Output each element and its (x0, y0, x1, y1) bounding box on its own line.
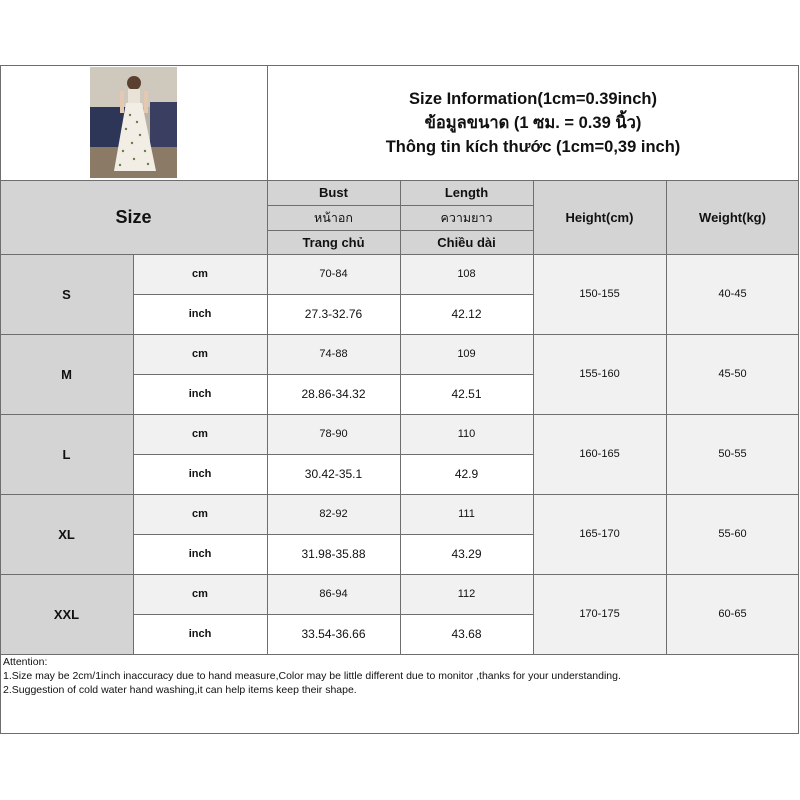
bust-inch: 30.42-35.1 (267, 454, 400, 494)
unit-inch: inch (133, 374, 267, 414)
unit-cm: cm (133, 254, 267, 294)
length-inch: 42.9 (400, 454, 533, 494)
title-en: Size Information(1cm=0.39inch) (408, 89, 658, 108)
weight-header: Weight(kg) (666, 180, 799, 254)
title-block (267, 65, 799, 180)
bust-inch: 28.86-34.32 (267, 374, 400, 414)
unit-cm: cm (133, 574, 267, 614)
height-range: 160-165 (533, 414, 666, 494)
length-inch: 42.51 (400, 374, 533, 414)
length-header-en: Length (400, 180, 533, 205)
length-header-th: ความยาว (400, 205, 533, 230)
bust-header-th: หน้าอก (267, 205, 400, 230)
unit-inch: inch (133, 534, 267, 574)
weight-range: 45-50 (666, 334, 799, 414)
height-range: 170-175 (533, 574, 666, 654)
length-cm: 112 (400, 574, 533, 614)
length-inch: 43.29 (400, 534, 533, 574)
length-inch: 43.68 (400, 614, 533, 654)
weight-range: 50-55 (666, 414, 799, 494)
bust-cm: 78-90 (267, 414, 400, 454)
size-label-xl: XL (0, 494, 133, 574)
unit-cm: cm (133, 334, 267, 374)
weight-range: 60-65 (666, 574, 799, 654)
unit-inch: inch (133, 454, 267, 494)
bust-header-en: Bust (267, 180, 400, 205)
height-header: Height(cm) (533, 180, 666, 254)
bust-cm: 70-84 (267, 254, 400, 294)
bust-header-vi: Trang chủ (267, 230, 400, 254)
title-vi: Thông tin kích thước (1cm=0,39 inch) (385, 137, 681, 156)
unit-inch: inch (133, 294, 267, 334)
size-header: Size (0, 180, 267, 254)
attention-heading: Attention: (3, 656, 48, 668)
size-label-l: L (0, 414, 133, 494)
unit-cm: cm (133, 414, 267, 454)
product-photo (90, 67, 177, 178)
length-cm: 111 (400, 494, 533, 534)
length-cm: 108 (400, 254, 533, 294)
height-range: 155-160 (533, 334, 666, 414)
size-label-m: M (0, 334, 133, 414)
size-chart (0, 65, 799, 734)
title-th: ข้อมูลขนาด (1 ซม. = 0.39 นิ้ว) (424, 113, 642, 132)
length-header-vi: Chiều dài (400, 230, 533, 254)
bust-cm: 82-92 (267, 494, 400, 534)
bust-inch: 31.98-35.88 (267, 534, 400, 574)
size-label-xxl: XXL (0, 574, 133, 654)
size-label-s: S (0, 254, 133, 334)
attention-line-1: 1.Size may be 2cm/1inch inaccuracy due to hand measure,Color may be little different due to monitor ,thanks for your understanding. (3, 670, 621, 682)
length-cm: 109 (400, 334, 533, 374)
attention-line-2: 2.Suggestion of cold water hand washing,it can help items keep their shape. (3, 684, 357, 696)
bust-cm: 86-94 (267, 574, 400, 614)
bust-inch: 27.3-32.76 (267, 294, 400, 334)
weight-range: 55-60 (666, 494, 799, 574)
weight-range: 40-45 (666, 254, 799, 334)
height-range: 165-170 (533, 494, 666, 574)
unit-cm: cm (133, 494, 267, 534)
unit-inch: inch (133, 614, 267, 654)
attention-note (3, 655, 621, 697)
length-cm: 110 (400, 414, 533, 454)
bust-inch: 33.54-36.66 (267, 614, 400, 654)
bust-cm: 74-88 (267, 334, 400, 374)
height-range: 150-155 (533, 254, 666, 334)
length-inch: 42.12 (400, 294, 533, 334)
